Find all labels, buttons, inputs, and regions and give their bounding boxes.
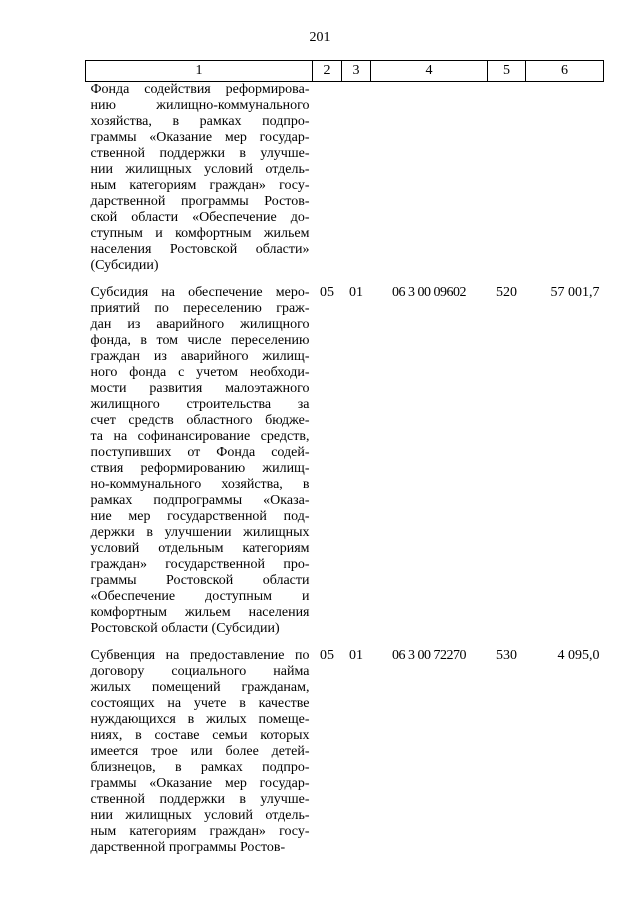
cell-target-article: 06 3 00 72270 — [392, 648, 466, 663]
description-line: держки в улучшении жилищных — [90, 525, 310, 540]
spacer-cell — [342, 637, 371, 648]
cell-amount — [526, 82, 604, 275]
spacer-cell — [526, 274, 604, 285]
spacer-cell — [488, 274, 526, 285]
description-line: дан из аварийного жилищного — [90, 317, 310, 332]
description-line: фонда, в том числе переселению — [90, 333, 310, 348]
description-line: ниях, в составе семьи которых — [90, 728, 310, 743]
cell-description — [86, 648, 313, 856]
column-header-1: 1 — [86, 61, 313, 82]
description-line: условий отдельным категориям — [90, 541, 310, 556]
description-line: счет средств областного бюдже- — [90, 413, 310, 428]
description-line: населения Ростовской области» — [90, 242, 310, 257]
cell-expense-type: 530 — [496, 648, 517, 663]
cell-expense-type — [488, 82, 526, 275]
description-line: Субвенция на предоставление по — [90, 648, 310, 663]
description-line: ным категориям граждан» госу- — [90, 178, 310, 193]
cell-section: 05 — [320, 285, 334, 300]
row-spacer — [86, 637, 604, 648]
description-line: нии жилищных условий отдель- — [90, 808, 310, 823]
spacer-cell — [86, 637, 313, 648]
spacer-cell — [371, 637, 488, 648]
description-line: комфортным жильем населения — [90, 605, 310, 620]
description-line: ного фонда с учетом необходи- — [90, 365, 310, 380]
description-line: дарственной программы Ростов- — [90, 194, 310, 209]
table-row — [86, 82, 604, 275]
description-line: хозяйства, в рамках подпро- — [90, 114, 310, 129]
column-header-5: 5 — [488, 61, 526, 82]
description-line: дарственной программы Ростов- — [90, 840, 286, 855]
table-row — [86, 648, 604, 856]
description-line: имеется трое или более детей- — [90, 744, 310, 759]
description-line: ственной поддержки в улучше- — [90, 792, 310, 807]
description-line: жилищного строительства за — [90, 397, 310, 412]
cell-description — [86, 82, 313, 275]
row-spacer — [86, 274, 604, 285]
description-line: ственной поддержки в улучше- — [90, 146, 310, 161]
cell-subsection — [342, 82, 371, 275]
column-header-3: 3 — [342, 61, 371, 82]
cell-section: 05 — [320, 648, 334, 663]
description-line: граждан из аварийного жилищ- — [90, 349, 310, 364]
description-line: рамках подпрограммы «Оказа- — [90, 493, 310, 508]
description-line: граммы Ростовской области — [90, 573, 310, 588]
description-line: ние мер государственной под- — [90, 509, 310, 524]
description-line: приятий по переселению граж- — [90, 301, 310, 316]
description-line: близнецов, в рамках подпро- — [90, 760, 310, 775]
spacer-cell — [86, 274, 313, 285]
description-line: состоящих на учете в качестве — [90, 696, 310, 711]
table-header — [86, 61, 604, 82]
page-number: 201 — [309, 30, 331, 45]
description-line: ступным и комфортным жильем — [90, 226, 310, 241]
description-line: граждан» государственной про- — [90, 557, 310, 572]
description-line: та на софинансирование средств, — [90, 429, 310, 444]
description-line: граммы «Оказание мер государ- — [90, 130, 310, 145]
description-line: договору социального найма — [90, 664, 310, 679]
description-line: но-коммунального хозяйства, в — [90, 477, 310, 492]
description-line: жилых помещений гражданам, — [90, 680, 310, 695]
cell-subsection: 01 — [349, 648, 363, 663]
description-line: мости развития малоэтажного — [90, 381, 310, 396]
spacer-cell — [313, 274, 342, 285]
column-header-4: 4 — [371, 61, 488, 82]
table-body — [86, 82, 604, 857]
description-line: нию жилищно-коммунального — [90, 98, 310, 113]
description-line: ской области «Обеспечение до- — [90, 210, 310, 225]
description-line: (Субсидии) — [90, 258, 159, 273]
cell-target-article — [371, 82, 488, 275]
spacer-cell — [371, 274, 488, 285]
cell-amount: 4 095,0 — [557, 648, 600, 663]
description-line: Фонда содействия реформирова- — [90, 82, 310, 97]
spacer-cell — [313, 637, 342, 648]
cell-expense-type: 520 — [496, 285, 517, 300]
description-line: ствия реформированию жилищ- — [90, 461, 310, 476]
cell-subsection: 01 — [349, 285, 363, 300]
description-line: «Обеспечение доступным и — [90, 589, 310, 604]
description-line: ным категориям граждан» госу- — [90, 824, 310, 839]
cell-amount: 57 001,7 — [550, 285, 600, 300]
column-header-2: 2 — [313, 61, 342, 82]
spacer-cell — [488, 637, 526, 648]
description-line: Ростовской области (Субсидии) — [90, 621, 280, 636]
budget-table — [85, 60, 604, 856]
table-row — [86, 285, 604, 637]
spacer-cell — [342, 274, 371, 285]
description-line: граммы «Оказание мер государ- — [90, 776, 310, 791]
cell-target-article: 06 3 00 09602 — [392, 285, 466, 300]
description-line: нии жилищных условий отдель- — [90, 162, 310, 177]
description-line: поступивших от Фонда содей- — [90, 445, 310, 460]
spacer-cell — [526, 637, 604, 648]
column-header-6: 6 — [526, 61, 604, 82]
cell-section — [313, 82, 342, 275]
cell-description — [86, 285, 313, 637]
description-line: нуждающихся в жилых помеще- — [90, 712, 310, 727]
description-line: Субсидия на обеспечение меро- — [90, 285, 310, 300]
